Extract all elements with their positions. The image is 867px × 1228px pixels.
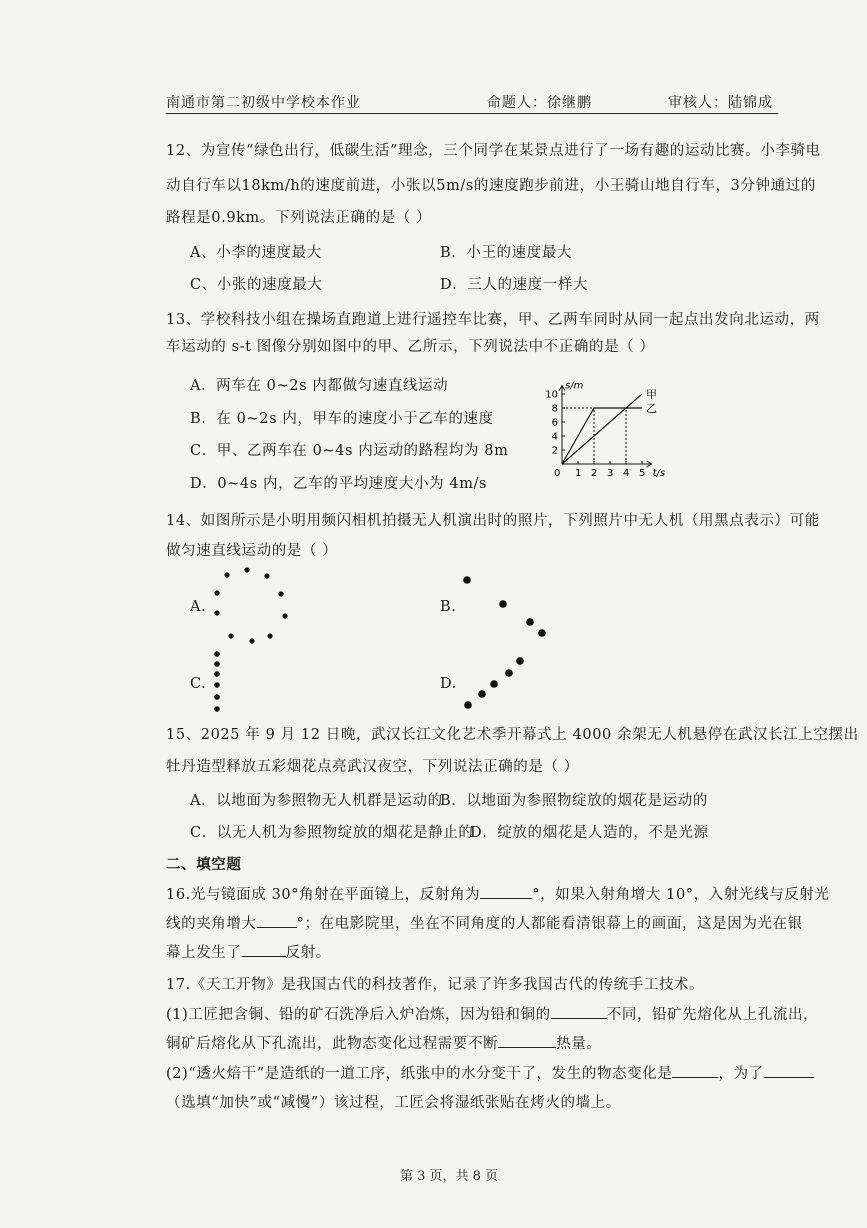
dot xyxy=(244,567,249,572)
dot-pattern-c xyxy=(214,651,220,712)
section-title: 二、填空题 xyxy=(166,856,242,873)
q13-option-b: B．在 0~2s 内，甲车的速度小于乙车的速度 xyxy=(190,411,494,427)
q16-blank-3[interactable] xyxy=(242,942,286,957)
q16-blank-2[interactable] xyxy=(257,913,297,928)
dot xyxy=(278,591,283,596)
x-tick-label: 0 xyxy=(554,468,561,479)
header-reviewer: 审核人：陆锦成 xyxy=(668,95,773,111)
q13-line-2: 车运动的 s-t 图像分别如图中的甲、乙所示，下列说法中不正确的是（ ） xyxy=(166,339,655,355)
q13-line-1: 13、学校科技小组在操场直跑道上进行遥控车比赛，甲、乙两车同时从同一起点出发向北运动，两 xyxy=(166,312,820,328)
dot xyxy=(526,618,534,626)
q12-option-a: A、小李的速度最大 xyxy=(190,245,322,261)
y-tick-label: 6 xyxy=(551,417,558,429)
y-tick-label: 4 xyxy=(551,431,558,443)
series-label: 甲 xyxy=(646,388,657,401)
dot xyxy=(516,657,524,665)
dot xyxy=(214,694,220,700)
q14-line-1: 14、如图所示是小明用频闪相机拍摄无人机演出时的照片，下列照片中无人机（用黑点表示）可能 xyxy=(166,513,820,529)
x-axis-label: t/s xyxy=(652,468,666,479)
dot xyxy=(267,633,272,638)
x-tick-label: 2 xyxy=(591,468,598,479)
q17-part2-line-1 xyxy=(166,1062,814,1083)
x-tick-label: 3 xyxy=(607,468,614,479)
q15-option-d: D．绽放的烟花是人造的，不是光源 xyxy=(470,825,709,841)
y-tick-label: 8 xyxy=(551,403,558,415)
dot xyxy=(463,576,471,584)
dot xyxy=(538,629,546,637)
y-tick-label: 10 xyxy=(545,389,558,401)
q17-text-2a: (2)“透火焙干”是造纸的一道工序，纸张中的水分变干了，发生的物态变化是 xyxy=(166,1066,673,1082)
q12-line-1: 12、为宣传“绿色出行，低碳生活”理念，三个同学在某景点进行了一场有趣的运动比赛。小李骑电 xyxy=(166,143,821,159)
dot xyxy=(214,671,220,677)
q12-line-3: 路程是0.9km。下列说法正确的是（ ） xyxy=(166,210,432,226)
q17-blank-1[interactable] xyxy=(551,1004,607,1019)
q13-option-a: A．两车在 0~2s 内都做匀速直线运动 xyxy=(190,378,449,394)
dot-pattern-d xyxy=(464,657,524,709)
dot xyxy=(264,573,269,578)
q17-part1-line-2 xyxy=(166,1032,602,1053)
q16-text-1b: °，如果入射角增大 10°，入射光线与反射光 xyxy=(532,887,830,903)
q17-text-2b: ，为了 xyxy=(718,1066,764,1082)
q15-line-2: 牡丹造型释放五彩烟花点亮武汉夜空，下列说法正确的是（ ） xyxy=(166,759,579,775)
dot xyxy=(478,690,486,698)
dot xyxy=(464,701,472,709)
page-footer: 第 3 页，共 8 页 xyxy=(400,1169,499,1184)
dot xyxy=(224,572,229,577)
x-tick-label: 1 xyxy=(575,468,582,479)
q13-option-d: D．0~4s 内，乙车的平均速度大小为 4m/s xyxy=(190,476,488,492)
q16-text-1a: 16.光与镜面成 30°角射在平面镜上，反射角为 xyxy=(166,887,481,903)
q16-line-2 xyxy=(166,912,803,933)
q14-label-d: D. xyxy=(440,676,457,692)
q16-text-2b: °；在电影院里，坐在不同角度的人都能看清银幕上的画面，这是因为光在银 xyxy=(296,916,803,932)
q16-blank-1[interactable] xyxy=(480,884,532,899)
q14-label-b: B. xyxy=(440,599,457,615)
dot xyxy=(499,600,507,608)
q17-intro: 17.《天工开物》是我国古代的科技著作，记录了许多我国古代的传统手工技术。 xyxy=(166,977,705,993)
q16-line-1 xyxy=(166,883,830,904)
header-author: 命题人：徐继鹏 xyxy=(487,95,592,111)
dot xyxy=(214,651,220,657)
dot xyxy=(505,669,513,677)
dot xyxy=(214,590,219,595)
y-axis-label: s/m xyxy=(565,380,584,392)
dot xyxy=(282,613,287,618)
q15-option-c: C．以无人机为参照物绽放的烟花是静止的 xyxy=(190,825,474,841)
dot xyxy=(490,680,498,688)
q13-option-c: C．甲、乙两车在 0~4s 内运动的路程均为 8m xyxy=(190,443,509,459)
q15-option-a: A．以地面为参照物无人机群是运动的 xyxy=(190,793,443,809)
q17-text-1c: 铜矿后熔化从下孔流出，此物态变化过程需要不断 xyxy=(166,1036,499,1052)
q17-part1-line-1 xyxy=(166,1003,818,1024)
dot xyxy=(214,661,220,667)
dot xyxy=(249,638,254,643)
q16-text-3b: 反射。 xyxy=(285,945,331,961)
y-tick-label: 2 xyxy=(551,445,558,457)
x-tick-label: 5 xyxy=(639,468,646,479)
header-school: 南通市第二初级中学校本作业 xyxy=(166,95,361,111)
q14-line-2: 做匀速直线运动的是（ ） xyxy=(166,543,338,559)
q17-text-1d: 热量。 xyxy=(556,1036,602,1052)
q17-blank-2[interactable] xyxy=(498,1033,556,1048)
q15-option-b: B．以地面为参照物绽放的烟花是运动的 xyxy=(440,793,708,809)
dot xyxy=(214,706,220,712)
q14-label-c: C. xyxy=(190,676,207,692)
q16-text-2a: 线的夹角增大 xyxy=(166,916,257,932)
q12-option-d: D．三人的速度一样大 xyxy=(440,277,589,293)
q16-text-3a: 幕上发生了 xyxy=(166,945,242,961)
dot-pattern-b xyxy=(463,576,546,637)
dot xyxy=(214,682,220,688)
q17-text-1b: 不同，铅矿先熔化从上孔流出， xyxy=(606,1007,819,1023)
q17-text-1a: (1)工匠把含铜、铅的矿石洗净后入炉冶炼，因为铅和铜的 xyxy=(166,1007,551,1023)
q17-blank-4[interactable] xyxy=(764,1063,814,1078)
x-tick-label: 4 xyxy=(623,468,630,479)
dot xyxy=(214,610,219,615)
q17-part2-line-2: （选填“加快”或“减慢”）该过程，工匠会将湿纸张贴在烤火的墙上。 xyxy=(166,1095,621,1111)
series-label: 乙 xyxy=(646,402,657,415)
q15-line-1: 15、2025 年 9 月 12 日晚，武汉长江文化艺术季开幕式上 4000 余架无人机悬停在武汉长江上空摆出 xyxy=(166,727,859,743)
q12-option-b: B．小王的速度最大 xyxy=(440,245,573,261)
q12-line-2: 动自行车以18km/h的速度前进，小张以5m/s的速度跑步前进，小王骑山地自行车，3分钟通过的 xyxy=(166,178,816,194)
dot-pattern-a xyxy=(214,567,287,643)
q16-line-3 xyxy=(166,941,331,962)
dot xyxy=(228,633,233,638)
q14-label-a: A. xyxy=(190,599,207,615)
q17-blank-3[interactable] xyxy=(672,1063,718,1078)
q12-option-c: C、小张的速度最大 xyxy=(190,277,323,293)
